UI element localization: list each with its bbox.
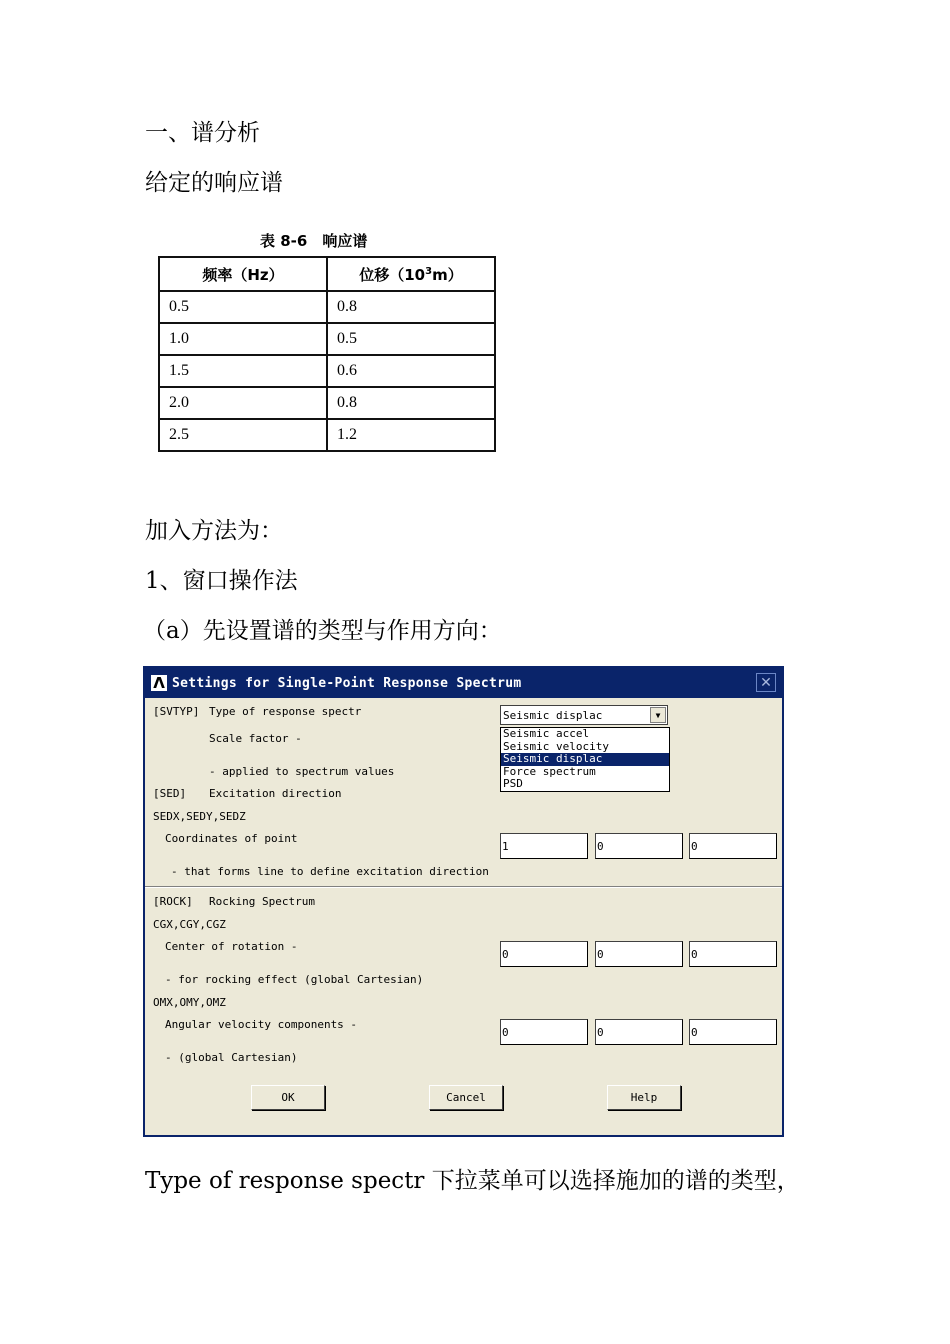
coord-label: Coordinates of point <box>165 832 298 845</box>
cell-frequency: 2.5 <box>159 419 327 451</box>
option-seismic-displac[interactable]: Seismic displac <box>501 753 669 766</box>
ansys-logo-icon: Λ <box>151 675 167 691</box>
sed-vars: SEDX,SEDY,SEDZ <box>153 810 246 823</box>
option-seismic-accel[interactable]: Seismic accel <box>503 727 590 740</box>
sedy-input[interactable] <box>595 833 683 859</box>
omy-input[interactable] <box>595 1019 683 1045</box>
cell-frequency: 1.0 <box>159 323 327 355</box>
header-displacement: 位移$(10^3m)$ <box>327 257 495 291</box>
om-vars: OMX,OMY,OMZ <box>153 996 226 1009</box>
svtyp-label: Type of response spectr <box>209 705 362 718</box>
scale-factor-sub: - applied to spectrum values <box>209 765 395 778</box>
cell-displacement: 1.2 <box>327 419 495 451</box>
dialog-title: Settings for Single-Point Response Spectrum <box>172 676 522 691</box>
spectrum-type-select[interactable] <box>500 705 668 725</box>
response-spectrum-table <box>158 256 496 452</box>
header-frequency: 频率（Hz） <box>159 257 327 291</box>
omz-input[interactable] <box>689 1019 777 1045</box>
chevron-down-icon[interactable]: ▼ <box>650 707 666 723</box>
omega-label: Angular velocity components - <box>165 1018 358 1031</box>
table-row <box>159 291 495 323</box>
sedz-input[interactable] <box>689 833 777 859</box>
cg-vars: CGX,CGY,CGZ <box>153 918 226 931</box>
rock-tag: [ROCK] <box>153 895 193 908</box>
table-row <box>159 387 495 419</box>
table-row <box>159 355 495 387</box>
cell-frequency: 1.5 <box>159 355 327 387</box>
step-1-title: 1、窗口操作法 <box>145 568 298 594</box>
help-button[interactable]: Help <box>607 1085 681 1110</box>
scale-factor-label: Scale factor - <box>209 732 302 745</box>
cell-displacement: 0.5 <box>327 323 495 355</box>
close-button[interactable]: ✕ <box>756 673 776 692</box>
option-force-spectrum[interactable]: Force spectrum <box>503 764 596 778</box>
cgx-input[interactable] <box>500 941 588 967</box>
dialog-titlebar[interactable] <box>145 668 782 698</box>
coord-sub: - that forms line to define excitation direction <box>171 865 489 878</box>
cell-displacement: 0.8 <box>327 387 495 419</box>
table-row <box>159 323 495 355</box>
sedx-input[interactable] <box>500 833 588 859</box>
spectrum-type-value: Seismic displac <box>503 709 603 722</box>
table-caption: 表 8-6 响应谱 <box>260 232 368 250</box>
option-seismic-velocity[interactable]: Seismic velocity <box>503 739 609 753</box>
intro-text: 给定的响应谱 <box>145 170 283 196</box>
section-divider <box>145 886 782 888</box>
footer-text: Type of response spectr 下拉菜单可以选择施加的谱的类型， <box>145 1168 800 1194</box>
option-psd[interactable]: PSD <box>503 777 523 791</box>
omx-input[interactable] <box>500 1019 588 1045</box>
response-spectrum-dialog <box>143 666 784 1137</box>
section-heading: 一、谱分析 <box>145 120 260 146</box>
center-label: Center of rotation - <box>165 940 298 953</box>
ok-button[interactable]: OK <box>251 1085 325 1110</box>
svtyp-tag: [SVTYP] <box>153 705 200 718</box>
rock-label: Rocking Spectrum <box>209 895 315 908</box>
cancel-button[interactable]: Cancel <box>429 1085 503 1110</box>
sed-label: Excitation direction <box>209 787 342 800</box>
table-header-row <box>159 257 495 291</box>
cgz-input[interactable] <box>689 941 777 967</box>
cell-displacement: 0.8 <box>327 291 495 323</box>
cgy-input[interactable] <box>595 941 683 967</box>
cell-displacement: 0.6 <box>327 355 495 387</box>
cell-frequency: 2.0 <box>159 387 327 419</box>
omega-sub: - (global Cartesian) <box>165 1051 298 1064</box>
spectrum-type-options[interactable] <box>500 727 670 792</box>
table-row <box>159 419 495 451</box>
step-1a-title: （a）先设置谱的类型与作用方向： <box>143 618 502 644</box>
method-intro: 加入方法为： <box>145 518 283 544</box>
center-sub: - for rocking effect (global Cartesian) <box>165 973 424 986</box>
sed-tag: [SED] <box>153 787 187 800</box>
cell-frequency: 0.5 <box>159 291 327 323</box>
